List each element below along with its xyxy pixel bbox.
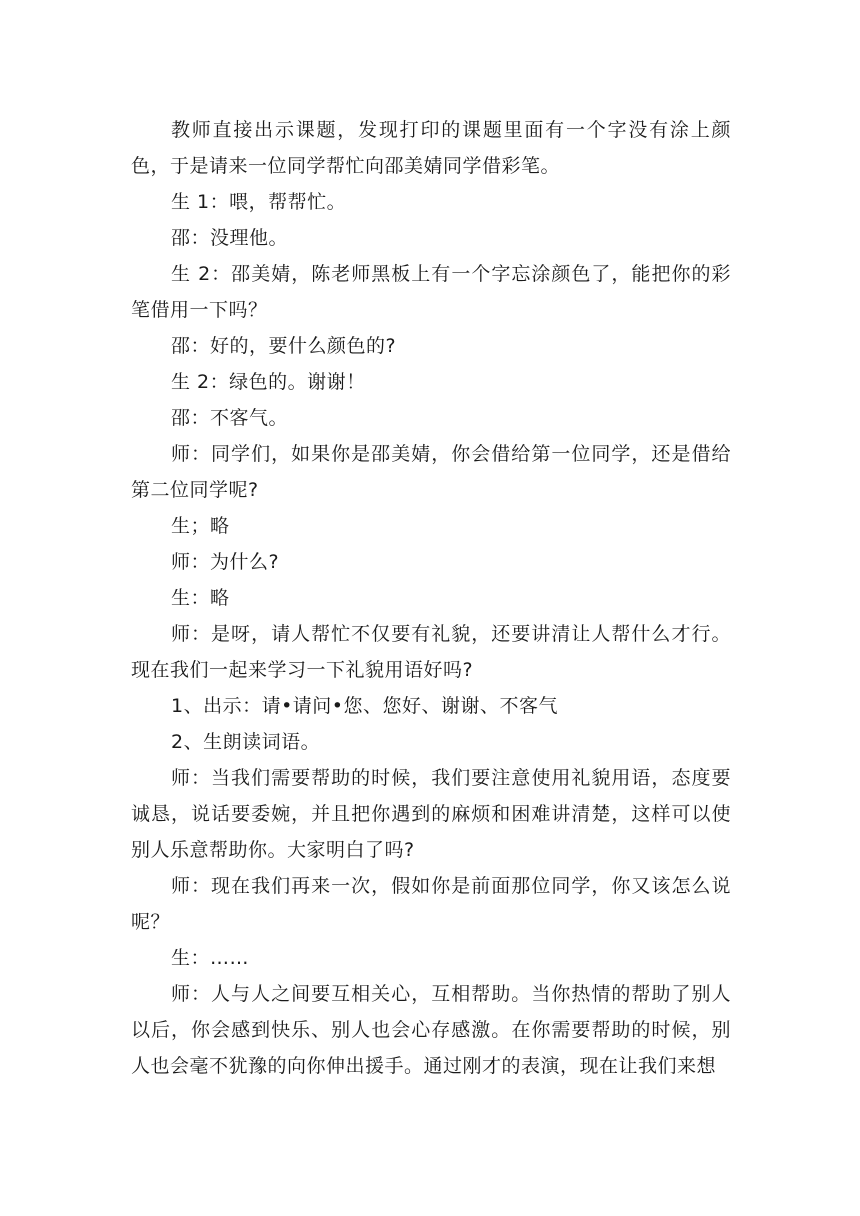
- paragraph-dialogue: 生 2：绿色的。谢谢！: [171, 371, 366, 393]
- paragraph-dialogue: 师：现在我们再来一次，假如你是前面那位同学，你又该怎么说呢？: [131, 875, 731, 933]
- paragraph-dialogue: 师：当我们需要帮助的时候，我们要注意使用礼貌用语，态度要诚恳，说话要委婉，并且把你遇到的麻烦和困难讲清楚，这样可以使别人乐意帮助你。大家明白了吗?: [131, 767, 731, 861]
- paragraph-dialogue: 邵：好的，要什么颜色的?: [171, 335, 397, 357]
- paragraph-list-item: 1、出示：请•请问•您、您好、谢谢、不客气: [171, 695, 559, 717]
- paragraph-dialogue: 生：略: [171, 587, 230, 609]
- paragraph-dialogue: 邵：没理他。: [171, 227, 289, 249]
- document-page: [131, 112, 731, 1084]
- paragraph-dialogue: 生 2：邵美婧，陈老师黑板上有一个字忘涂颜色了，能把你的彩笔借用一下吗？: [131, 263, 731, 321]
- paragraph-intro: 教师直接出示课题，发现打印的课题里面有一个字没有涂上颜色，于是请来一位同学帮忙向邵美婧同学借彩笔。: [131, 119, 731, 177]
- paragraph-list-item: 2、生朗读词语。: [171, 731, 321, 753]
- paragraph-dialogue: 师：是呀，请人帮忙不仅要有礼貌，还要讲清让人帮什么才行。现在我们一起来学习一下礼貌用语好吗?: [131, 623, 731, 681]
- paragraph-dialogue: 生：……: [171, 947, 250, 969]
- paragraph-dialogue: 师：为什么?: [171, 551, 280, 573]
- paragraph-dialogue: 生 1：喂，帮帮忙。: [171, 191, 347, 213]
- paragraph-dialogue: 生；略: [171, 515, 230, 537]
- paragraph-dialogue: 师：人与人之间要互相关心，互相帮助。当你热情的帮助了别人以后，你会感到快乐、别人也会心存感激。在你需要帮助的时候，别人也会毫不犹豫的向你伸出援手。通过刚才的表演，现在让我们来想: [131, 983, 731, 1077]
- paragraph-dialogue: 师：同学们，如果你是邵美婧，你会借给第一位同学，还是借给第二位同学呢?: [131, 443, 731, 501]
- paragraph-dialogue: 邵：不客气。: [171, 407, 289, 429]
